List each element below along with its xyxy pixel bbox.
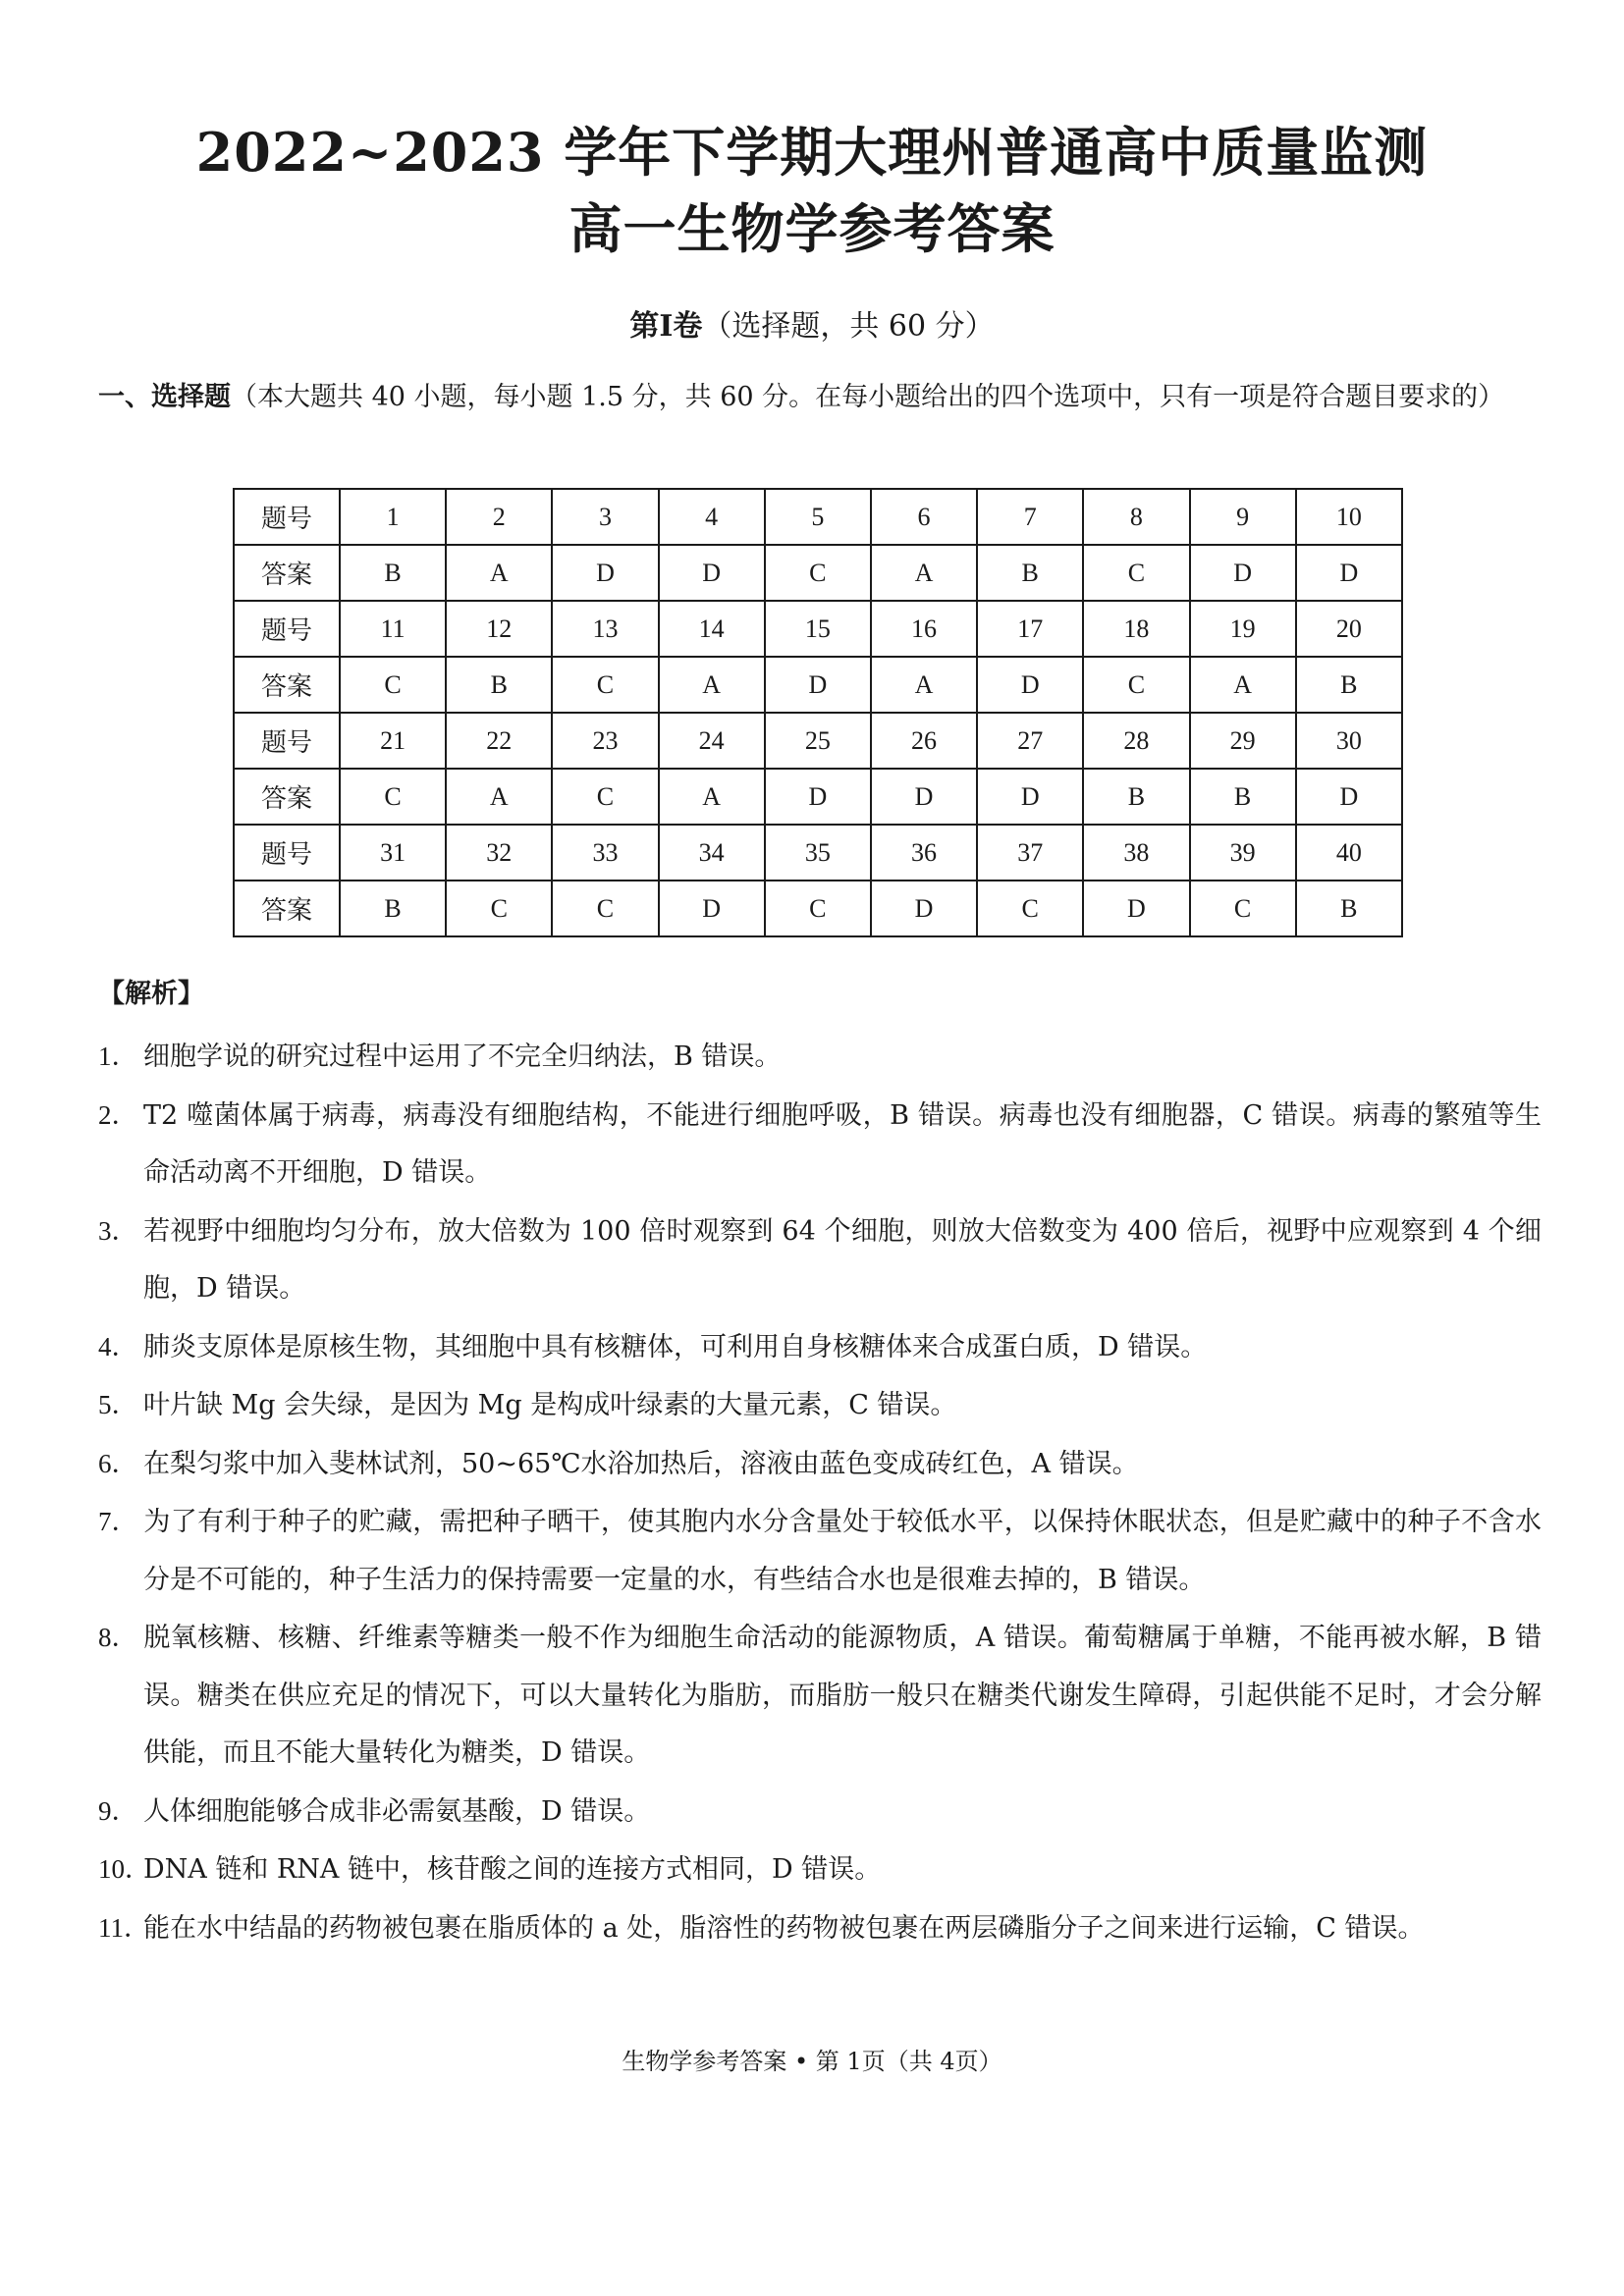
analysis-item bbox=[98, 1841, 1542, 1899]
answer-cell: C bbox=[552, 657, 658, 713]
analysis-item bbox=[98, 1899, 1542, 1958]
question-label-cell: 题号 bbox=[234, 713, 340, 769]
question-number-cell: 35 bbox=[765, 825, 871, 881]
analysis-item-number: 8． bbox=[98, 1623, 138, 1652]
answer-cell: D bbox=[659, 545, 765, 601]
answer-cell: D bbox=[1296, 769, 1402, 825]
answer-cell: A bbox=[446, 769, 552, 825]
question-number-cell: 2 bbox=[446, 489, 552, 545]
analysis-list bbox=[98, 1028, 1542, 1957]
section-heading-label: 第Ⅰ卷 bbox=[629, 309, 703, 344]
question-number-row bbox=[234, 601, 1402, 657]
question-number-cell: 13 bbox=[552, 601, 658, 657]
answer-label-cell: 答案 bbox=[234, 881, 340, 936]
answer-label-cell: 答案 bbox=[234, 657, 340, 713]
question-number-cell: 23 bbox=[552, 713, 658, 769]
question-number-cell: 16 bbox=[871, 601, 977, 657]
question-number-cell: 10 bbox=[1296, 489, 1402, 545]
analysis-item bbox=[98, 1783, 1542, 1842]
question-number-cell: 27 bbox=[977, 713, 1083, 769]
answer-cell: C bbox=[446, 881, 552, 936]
answer-cell: A bbox=[1190, 657, 1296, 713]
question-label-cell: 题号 bbox=[234, 601, 340, 657]
question-number-cell: 7 bbox=[977, 489, 1083, 545]
instruction-label: 一、选择题 bbox=[98, 382, 231, 412]
analysis-item-text: 细胞学说的研究过程中运用了不完全归纳法，B 错误。 bbox=[143, 1041, 782, 1072]
analysis-item-text: 若视野中细胞均匀分布，放大倍数为 100 倍时观察到 64 个细胞，则放大倍数变为 400 倍后，视野中应观察到 4 个细胞，D 错误。 bbox=[143, 1215, 1542, 1304]
answer-cell: C bbox=[1083, 657, 1189, 713]
question-label-cell: 题号 bbox=[234, 825, 340, 881]
section-heading-detail: （选择题，共 60 分） bbox=[702, 309, 995, 344]
question-number-cell: 3 bbox=[552, 489, 658, 545]
answer-cell: C bbox=[552, 881, 658, 936]
answer-cell: B bbox=[1296, 657, 1402, 713]
analysis-item bbox=[98, 1435, 1542, 1494]
analysis-item-number: 10． bbox=[98, 1854, 151, 1884]
analysis-item bbox=[98, 1376, 1542, 1435]
question-number-cell: 9 bbox=[1190, 489, 1296, 545]
answer-cell: B bbox=[340, 881, 446, 936]
answer-cell: D bbox=[659, 881, 765, 936]
question-number-cell: 39 bbox=[1190, 825, 1296, 881]
answer-cell: A bbox=[659, 769, 765, 825]
answer-label-cell: 答案 bbox=[234, 769, 340, 825]
answer-cell: B bbox=[446, 657, 552, 713]
question-number-cell: 34 bbox=[659, 825, 765, 881]
answer-label-cell: 答案 bbox=[234, 545, 340, 601]
analysis-item bbox=[98, 1318, 1542, 1377]
answer-cell: D bbox=[552, 545, 658, 601]
analysis-item-text: 在梨匀浆中加入斐林试剂，50~65℃水浴加热后，溶液由蓝色变成砖红色，A 错误。 bbox=[143, 1448, 1139, 1479]
answer-cell: B bbox=[340, 545, 446, 601]
answer-cell: D bbox=[871, 769, 977, 825]
question-number-cell: 33 bbox=[552, 825, 658, 881]
analysis-item-number: 3． bbox=[98, 1215, 138, 1246]
question-number-cell: 28 bbox=[1083, 713, 1189, 769]
question-number-cell: 37 bbox=[977, 825, 1083, 881]
question-number-cell: 26 bbox=[871, 713, 977, 769]
answer-cell: D bbox=[1296, 545, 1402, 601]
answer-cell: C bbox=[1190, 881, 1296, 936]
answer-row bbox=[234, 769, 1402, 825]
question-number-row bbox=[234, 713, 1402, 769]
analysis-item bbox=[98, 1609, 1542, 1783]
analysis-item-number: 7． bbox=[98, 1507, 138, 1536]
answer-cell: A bbox=[659, 657, 765, 713]
question-number-cell: 18 bbox=[1083, 601, 1189, 657]
answer-row bbox=[234, 657, 1402, 713]
question-number-cell: 29 bbox=[1190, 713, 1296, 769]
answer-cell: D bbox=[765, 769, 871, 825]
analysis-item-number: 4． bbox=[98, 1331, 138, 1362]
answer-cell: A bbox=[446, 545, 552, 601]
answer-cell: C bbox=[977, 881, 1083, 936]
question-number-cell: 12 bbox=[446, 601, 552, 657]
question-number-cell: 19 bbox=[1190, 601, 1296, 657]
question-number-cell: 8 bbox=[1083, 489, 1189, 545]
answer-cell: C bbox=[340, 769, 446, 825]
analysis-item-text: 人体细胞能够合成非必需氨基酸，D 错误。 bbox=[143, 1795, 651, 1827]
question-number-cell: 20 bbox=[1296, 601, 1402, 657]
answer-cell: C bbox=[552, 769, 658, 825]
question-number-cell: 31 bbox=[340, 825, 446, 881]
question-number-cell: 25 bbox=[765, 713, 871, 769]
question-number-cell: 5 bbox=[765, 489, 871, 545]
question-number-cell: 32 bbox=[446, 825, 552, 881]
answer-cell: D bbox=[871, 881, 977, 936]
answer-cell: C bbox=[765, 545, 871, 601]
question-number-cell: 11 bbox=[340, 601, 446, 657]
analysis-item-text: 肺炎支原体是原核生物，其细胞中具有核糖体，可利用自身核糖体来合成蛋白质，D 错误。 bbox=[143, 1331, 1208, 1362]
section-instruction bbox=[98, 369, 1537, 426]
answer-cell: D bbox=[1190, 545, 1296, 601]
answer-cell: D bbox=[1083, 881, 1189, 936]
answer-table bbox=[233, 488, 1403, 937]
question-label-cell: 题号 bbox=[234, 489, 340, 545]
analysis-item-number: 1． bbox=[98, 1041, 138, 1071]
analysis-item bbox=[98, 1493, 1542, 1609]
question-number-cell: 38 bbox=[1083, 825, 1189, 881]
analysis-heading: 【解析】 bbox=[98, 979, 204, 1009]
question-number-cell: 4 bbox=[659, 489, 765, 545]
question-number-cell: 6 bbox=[871, 489, 977, 545]
question-number-row bbox=[234, 489, 1402, 545]
answer-row bbox=[234, 881, 1402, 936]
analysis-item-number: 2． bbox=[98, 1099, 138, 1130]
answer-cell: C bbox=[1083, 545, 1189, 601]
question-number-cell: 14 bbox=[659, 601, 765, 657]
question-number-cell: 40 bbox=[1296, 825, 1402, 881]
answer-cell: C bbox=[765, 881, 871, 936]
analysis-item-text: 能在水中结晶的药物被包裹在脂质体的 a 处，脂溶性的药物被包裹在两层磷脂分子之间来进行运输，C 错误。 bbox=[143, 1912, 1425, 1944]
answer-cell: D bbox=[977, 769, 1083, 825]
analysis-item-text: DNA 链和 RNA 链中，核苷酸之间的连接方式相同，D 错误。 bbox=[143, 1854, 882, 1885]
answer-cell: B bbox=[1083, 769, 1189, 825]
analysis-item bbox=[98, 1202, 1542, 1318]
question-number-cell: 1 bbox=[340, 489, 446, 545]
analysis-item-number: 5． bbox=[98, 1390, 138, 1419]
analysis-item-number: 11． bbox=[98, 1912, 150, 1943]
analysis-item-text: 脱氧核糖、核糖、纤维素等糖类一般不作为细胞生命活动的能源物质，A 错误。葡萄糖属于单糖，不能再被水解，B 错误。糖类在供应充足的情况下，可以大量转化为脂肪，而脂肪一般只在糖类代谢发生障碍，引起供能不足时，才会分解供能，而且不能大量转化为糖类，D 错误。 bbox=[143, 1623, 1542, 1768]
analysis-item bbox=[98, 1028, 1542, 1087]
answer-cell: A bbox=[871, 545, 977, 601]
answer-cell: C bbox=[340, 657, 446, 713]
answer-cell: B bbox=[1296, 881, 1402, 936]
question-number-cell: 21 bbox=[340, 713, 446, 769]
question-number-cell: 36 bbox=[871, 825, 977, 881]
answer-cell: A bbox=[871, 657, 977, 713]
analysis-item-text: 为了有利于种子的贮藏，需把种子晒干，使其胞内水分含量处于较低水平，以保持休眠状态，但是贮藏中的种子不含水分是不可能的，种子生活力的保持需要一定量的水，有些结合水也是很难去掉的，B 错误。 bbox=[143, 1507, 1542, 1595]
question-number-row bbox=[234, 825, 1402, 881]
analysis-item bbox=[98, 1087, 1542, 1202]
answer-cell: B bbox=[1190, 769, 1296, 825]
answer-cell: D bbox=[977, 657, 1083, 713]
question-number-cell: 15 bbox=[765, 601, 871, 657]
question-number-cell: 17 bbox=[977, 601, 1083, 657]
question-number-cell: 30 bbox=[1296, 713, 1402, 769]
answer-row bbox=[234, 545, 1402, 601]
analysis-item-text: 叶片缺 Mg 会失绿，是因为 Mg 是构成叶绿素的大量元素，C 错误。 bbox=[143, 1390, 957, 1420]
question-number-cell: 24 bbox=[659, 713, 765, 769]
answer-cell: D bbox=[765, 657, 871, 713]
analysis-item-number: 9． bbox=[98, 1795, 138, 1826]
analysis-item-text: T2 噬菌体属于病毒，病毒没有细胞结构，不能进行细胞呼吸，B 错误。病毒也没有细胞器，C 错误。病毒的繁殖等生命活动离不开细胞，D 错误。 bbox=[143, 1099, 1542, 1188]
answer-cell: B bbox=[977, 545, 1083, 601]
instruction-text: （本大题共 40 小题，每小题 1.5 分，共 60 分。在每小题给出的四个选项中，只有一项是符合题目要求的） bbox=[231, 382, 1505, 412]
section-heading bbox=[0, 307, 1624, 347]
analysis-item-number: 6． bbox=[98, 1448, 138, 1478]
exam-title: 2022~2023 学年下学期大理州普通高中质量监测 bbox=[195, 121, 1429, 184]
answer-key-subtitle: 高一生物学参考答案 bbox=[568, 197, 1056, 260]
page-footer: 生物学参考答案 • 第 1页（共 4页） bbox=[622, 2048, 1002, 2075]
question-number-cell: 22 bbox=[446, 713, 552, 769]
